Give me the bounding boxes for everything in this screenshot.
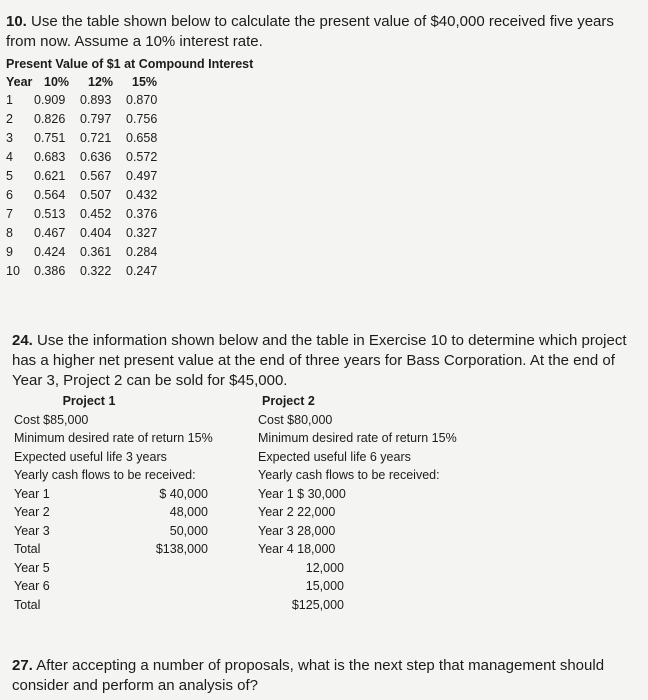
project-1-flow-amount: $ 40,000	[159, 486, 208, 501]
project-2-flow-row: Year 1 $ 30,000	[258, 486, 346, 501]
pv-value-cell: 0.424	[34, 245, 66, 259]
question-24	[12, 331, 632, 391]
project-2-flow-row: Year 2 22,000	[258, 505, 336, 519]
pv-value-cell: 0.683	[34, 150, 66, 164]
project-1-flow-label: Year 1	[14, 486, 50, 501]
pv-value-cell: 0.452	[80, 207, 112, 221]
pv-year-cell: 9	[6, 245, 13, 259]
pv-value-cell: 0.636	[80, 150, 112, 164]
pv-table-row	[6, 243, 642, 262]
pv-value-cell: 0.572	[126, 150, 158, 164]
pv-value-cell: 0.284	[126, 245, 158, 259]
project-2-flow-amount: 15,000	[305, 579, 344, 593]
project-2-flow-amount: $125,000	[291, 597, 344, 612]
pv-value-cell: 0.247	[126, 264, 158, 278]
question-10-body: Use the table shown below to calculate the present value of $40,000 received five years from now. Assume a 10% interest rate.	[6, 13, 614, 50]
pv-value-cell: 0.721	[80, 131, 112, 145]
project-2-flows	[258, 485, 518, 559]
pv-year-cell: 6	[6, 188, 13, 202]
pv-value-cell: 0.376	[126, 207, 158, 221]
pv-table-row	[6, 148, 642, 167]
project-2-rate: Minimum desired rate of return 15%	[258, 431, 457, 445]
pv-table-row	[6, 224, 642, 243]
pv-value-cell: 0.658	[126, 131, 158, 145]
project-1-extra	[14, 559, 254, 615]
project-1-flow-amount: $138,000	[155, 542, 208, 556]
pv-year-cell: 4	[6, 150, 13, 164]
question-24-body: Use the information shown below and the table in Exercise 10 to determine which project has a higher net present value at the end of three years for Bass Corporation. At the end of Year 3, Project 2 can be sold for $45,000.	[12, 332, 627, 389]
question-24-number: 24.	[12, 332, 33, 349]
project-2-flows-label: Yearly cash flows to be received:	[258, 468, 440, 482]
project-1-flow-row	[14, 540, 254, 559]
project-2-cost: Cost $80,000	[258, 412, 333, 427]
pv-table-row	[6, 205, 642, 224]
pv-value-cell: 0.327	[126, 226, 158, 240]
pv-value-cell: 0.567	[80, 169, 112, 183]
pv-table-row	[6, 262, 642, 281]
pv-table-body	[6, 91, 642, 281]
pv-year-cell: 5	[6, 169, 13, 183]
project-1	[14, 392, 254, 614]
project-1-flows-label: Yearly cash flows to be received:	[14, 468, 196, 482]
question-10-number: 10.	[6, 13, 27, 30]
question-27-number: 27.	[12, 657, 33, 674]
pv-year-cell: 1	[6, 93, 13, 107]
project-1-flows	[14, 485, 254, 559]
pv-value-cell: 0.507	[80, 188, 112, 202]
pv-value-cell: 0.909	[34, 93, 66, 107]
pv-value-cell: 0.751	[34, 131, 66, 145]
pv-year-cell: 7	[6, 207, 13, 221]
project-2-flow-row: Year 4 18,000	[258, 542, 336, 556]
pv-table-header	[6, 73, 642, 91]
pv-value-cell: 0.322	[80, 264, 112, 278]
project-2-amount-row	[258, 559, 518, 578]
project-1-flow-row	[14, 503, 254, 522]
project-1-flow-amount: 50,000	[169, 523, 208, 538]
project-2	[258, 392, 518, 614]
project-2-flow-row: Year 3 28,000	[258, 523, 336, 538]
pv-table-row	[6, 129, 642, 148]
pv-table-row	[6, 167, 642, 186]
pv-value-cell: 0.826	[34, 112, 66, 126]
pv-value-cell: 0.621	[34, 169, 66, 183]
pv-value-cell: 0.497	[126, 169, 158, 183]
pv-value-cell: 0.870	[126, 93, 158, 107]
project-1-flow-label: Year 3	[14, 523, 50, 538]
pv-value-cell: 0.797	[80, 112, 112, 126]
pv-value-cell: 0.432	[126, 188, 158, 202]
pv-table-row	[6, 110, 642, 129]
pv-year-cell: 3	[6, 131, 13, 145]
project-1-extra-label: Year 6	[14, 579, 50, 593]
question-27-body: After accepting a number of proposals, what is the next step that management should consider and perform an analysis of?	[12, 657, 605, 694]
project-2-right-amounts	[258, 559, 518, 615]
project-2-life: Expected useful life 6 years	[258, 449, 411, 464]
pv-value-cell: 0.404	[80, 226, 112, 240]
pv-header-12: 12%	[88, 75, 114, 89]
project-1-rate: Minimum desired rate of return 15%	[14, 431, 213, 445]
pv-table-row	[6, 91, 642, 110]
pv-year-cell: 2	[6, 112, 13, 126]
project-1-title: Project 1	[62, 394, 116, 408]
project-1-flow-amount: 48,000	[169, 505, 208, 519]
pv-value-cell: 0.564	[34, 188, 66, 202]
project-1-extra-label: Total	[14, 597, 41, 612]
pv-header-year: Year	[6, 75, 33, 89]
question-27-text	[12, 656, 632, 696]
project-1-flow-label: Total	[14, 542, 41, 556]
pv-value-cell: 0.756	[126, 112, 158, 126]
project-1-flow-row	[14, 485, 254, 504]
pv-value-cell: 0.361	[80, 245, 112, 259]
project-2-amount-row	[258, 596, 518, 615]
pv-year-cell: 10	[6, 264, 20, 278]
pv-year-cell: 8	[6, 226, 13, 240]
question-10-text	[6, 12, 642, 52]
pv-value-cell: 0.513	[34, 207, 66, 221]
question-27	[12, 656, 632, 696]
project-1-flow-row	[14, 522, 254, 541]
question-24-text	[12, 331, 632, 391]
pv-value-cell: 0.893	[80, 93, 112, 107]
question-10	[6, 12, 642, 281]
project-2-title: Project 2	[262, 394, 315, 408]
project-1-extra-label: Year 5	[14, 560, 50, 575]
pv-table-title: Present Value of $1 at Compound Interest	[6, 57, 254, 71]
pv-value-cell: 0.467	[34, 226, 66, 240]
project-2-flow-amount: 12,000	[305, 560, 344, 575]
project-1-cost: Cost $85,000	[14, 412, 89, 427]
pv-header-15: 15%	[132, 75, 158, 89]
pv-header-10: 10%	[44, 75, 70, 89]
pv-value-cell: 0.386	[34, 264, 66, 278]
pv-table-row	[6, 186, 642, 205]
project-1-flow-label: Year 2	[14, 505, 50, 519]
project-1-life: Expected useful life 3 years	[14, 449, 167, 464]
project-2-amount-row	[258, 577, 518, 596]
